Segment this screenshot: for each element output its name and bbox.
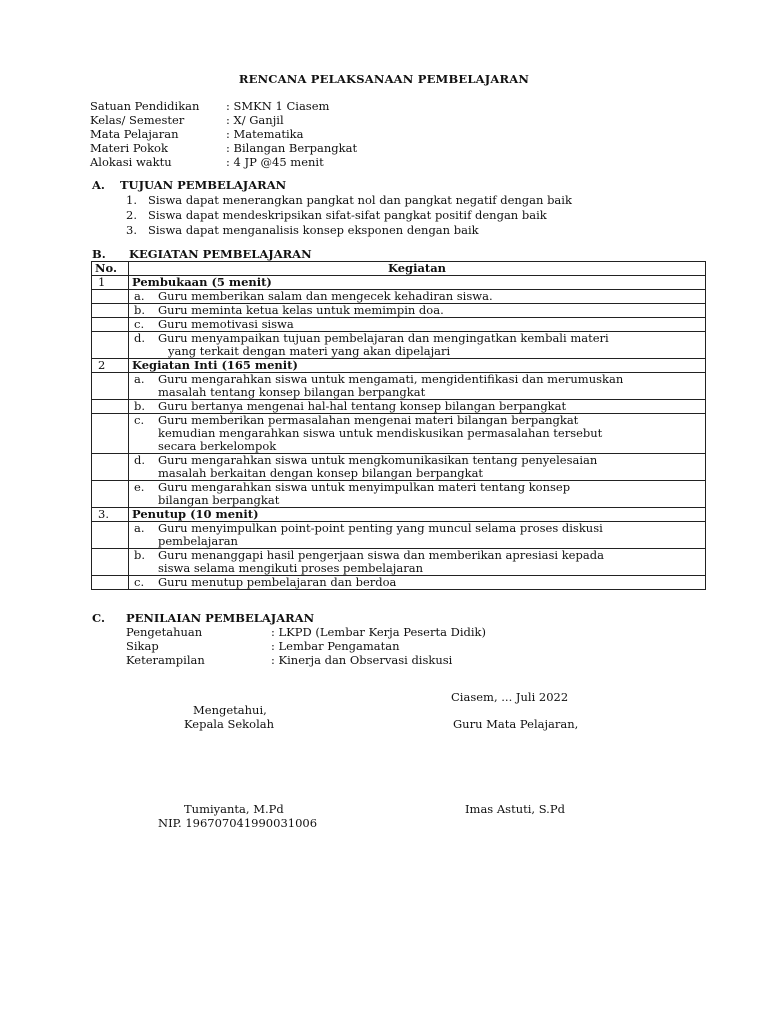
item-letter: c. xyxy=(134,317,145,331)
activity-text: secara berkelompok xyxy=(158,439,277,453)
list-item xyxy=(126,223,572,238)
item-letter: e. xyxy=(134,480,145,494)
activity-text: pembelajaran xyxy=(158,534,238,548)
identity-row xyxy=(90,127,357,141)
table-row xyxy=(92,576,706,590)
activity-text: Guru memotivasi siswa xyxy=(158,317,294,331)
table-row xyxy=(92,549,706,576)
activity-text: Guru memberikan salam dan mengecek kehadiran siswa. xyxy=(158,289,493,303)
activity-text: yang terkait dengan materi yang akan dipelajari xyxy=(168,344,451,358)
identity-row xyxy=(90,155,357,169)
activity-cell xyxy=(129,373,706,400)
table-row xyxy=(92,508,706,522)
empty-cell xyxy=(92,373,129,400)
list-number: 2. xyxy=(126,208,137,222)
empty-cell xyxy=(92,400,129,414)
acknowledge-label: Mengetahui, xyxy=(193,703,267,717)
assessment-value: : LKPD (Lembar Kerja Peserta Didik) xyxy=(271,625,486,639)
assessment-row xyxy=(126,639,486,653)
activity-text: Guru bertanya mengenai hal-hal tentang konsep bilangan berpangkat xyxy=(158,399,567,413)
column-header-kegiatan: Kegiatan xyxy=(129,262,706,276)
table-row xyxy=(92,481,706,508)
empty-cell xyxy=(92,290,129,304)
section-b-heading xyxy=(92,247,312,261)
activity-cell xyxy=(129,481,706,508)
empty-cell xyxy=(92,318,129,332)
item-letter: a. xyxy=(134,289,145,303)
activity-text: kemudian mengarahkan siswa untuk mendiskusikan permasalahan tersebut xyxy=(158,426,603,440)
table-row xyxy=(92,332,706,359)
identity-row xyxy=(90,113,357,127)
row-number: 1 xyxy=(92,276,129,290)
list-item xyxy=(126,208,572,223)
section-title: KEGIATAN PEMBELAJARAN xyxy=(129,247,312,261)
identity-label: Mata Pelajaran xyxy=(90,127,179,141)
identity-label: Materi Pokok xyxy=(90,141,168,155)
activity-cell xyxy=(129,332,706,359)
activity-cell xyxy=(129,454,706,481)
section-number: B. xyxy=(92,247,106,261)
activities-table xyxy=(91,261,706,590)
identity-value: : 4 JP @45 menit xyxy=(226,155,324,169)
activity-text: masalah tentang konsep bilangan berpangkat xyxy=(158,385,426,399)
identity-value: : Matematika xyxy=(226,127,304,141)
activity-text: bilangan berpangkat xyxy=(158,493,280,507)
activity-cell xyxy=(129,290,706,304)
table-row xyxy=(92,373,706,400)
section-number: C. xyxy=(92,611,105,625)
item-letter: c. xyxy=(134,575,145,589)
list-text: Siswa dapat menerangkan pangkat nol dan pangkat negatif dengan baik xyxy=(148,193,572,207)
list-number: 3. xyxy=(126,223,137,237)
empty-cell xyxy=(92,549,129,576)
section-a-heading xyxy=(92,178,286,192)
list-item xyxy=(126,193,572,208)
identity-label: Satuan Pendidikan xyxy=(90,99,200,113)
activity-cell xyxy=(129,522,706,549)
activity-text: Guru menutup pembelajaran dan berdoa xyxy=(158,575,397,589)
section-number: A. xyxy=(92,178,105,192)
table-row xyxy=(92,414,706,454)
teacher-role: Guru Mata Pelajaran, xyxy=(453,717,579,731)
activity-text: masalah berkaitan dengan konsep bilangan berpangkat xyxy=(158,466,484,480)
table-row xyxy=(92,359,706,373)
assessment-value: : Kinerja dan Observasi diskusi xyxy=(271,653,453,667)
assessment-label: Sikap xyxy=(126,639,159,653)
assessment-block xyxy=(126,625,486,667)
identity-row xyxy=(90,99,357,113)
activity-cell xyxy=(129,414,706,454)
identity-value: : SMKN 1 Ciasem xyxy=(226,99,330,113)
goals-list xyxy=(126,193,572,238)
section-title: TUJUAN PEMBELAJARAN xyxy=(120,178,287,192)
activity-cell xyxy=(129,549,706,576)
table-row xyxy=(92,318,706,332)
activity-text: siswa selama mengikuti proses pembelajaran xyxy=(158,561,423,575)
activity-cell xyxy=(129,318,706,332)
table-row xyxy=(92,522,706,549)
item-letter: b. xyxy=(134,303,146,317)
empty-cell xyxy=(92,304,129,318)
identity-row xyxy=(90,141,357,155)
activity-text: Guru memberikan permasalahan mengenai materi bilangan berpangkat xyxy=(158,413,579,427)
empty-cell xyxy=(92,454,129,481)
assessment-row xyxy=(126,625,486,639)
assessment-label: Pengetahuan xyxy=(126,625,203,639)
empty-cell xyxy=(92,332,129,359)
activity-text: Guru mengarahkan siswa untuk mengamati, mengidentifikasi dan merumuskan xyxy=(158,372,624,386)
group-heading: Pembukaan (5 menit) xyxy=(129,276,706,290)
table-row xyxy=(92,276,706,290)
activity-text: Guru menyimpulkan point-point penting yang muncul selama proses diskusi xyxy=(158,521,603,535)
empty-cell xyxy=(92,481,129,508)
table-row xyxy=(92,304,706,318)
table-row xyxy=(92,400,706,414)
activity-cell xyxy=(129,576,706,590)
assessment-row xyxy=(126,653,486,667)
activity-text: Guru menanggapi hasil pengerjaan siswa dan memberikan apresiasi kepada xyxy=(158,548,604,562)
table-row xyxy=(92,290,706,304)
activity-cell xyxy=(129,400,706,414)
group-heading: Kegiatan Inti (165 menit) xyxy=(129,359,706,373)
identity-block xyxy=(90,99,357,169)
item-letter: b. xyxy=(134,548,146,562)
group-heading: Penutup (10 menit) xyxy=(129,508,706,522)
item-letter: d. xyxy=(134,331,146,345)
assessment-value: : Lembar Pengamatan xyxy=(271,639,400,653)
list-text: Siswa dapat menganalisis konsep eksponen dengan baik xyxy=(148,223,479,237)
identity-value: : Bilangan Berpangkat xyxy=(226,141,358,155)
table-header-row xyxy=(92,262,706,276)
item-letter: c. xyxy=(134,413,145,427)
assessment-label: Keterampilan xyxy=(126,653,205,667)
activity-text: Guru menyampaikan tujuan pembelajaran dan mengingatkan kembali materi xyxy=(158,331,609,345)
identity-value: : X/ Ganjil xyxy=(226,113,284,127)
empty-cell xyxy=(92,576,129,590)
activity-text: Guru meminta ketua kelas untuk memimpin doa. xyxy=(158,303,444,317)
table-row xyxy=(92,454,706,481)
item-letter: b. xyxy=(134,399,146,413)
section-c-heading xyxy=(92,611,314,625)
principal-name: Tumiyanta, M.Pd xyxy=(184,802,284,816)
item-letter: a. xyxy=(134,521,145,535)
activity-text: Guru mengarahkan siswa untuk mengkomunikasikan tentang penyelesaian xyxy=(158,453,598,467)
item-letter: d. xyxy=(134,453,146,467)
empty-cell xyxy=(92,414,129,454)
principal-role: Kepala Sekolah xyxy=(184,717,275,731)
list-text: Siswa dapat mendeskripsikan sifat-sifat pangkat positif dengan baik xyxy=(148,208,547,222)
identity-label: Kelas/ Semester xyxy=(90,113,185,127)
identity-label: Alokasi waktu xyxy=(90,155,172,169)
teacher-name: Imas Astuti, S.Pd xyxy=(465,802,565,816)
activity-cell xyxy=(129,304,706,318)
column-header-no: No. xyxy=(92,262,129,276)
empty-cell xyxy=(92,522,129,549)
list-number: 1. xyxy=(126,193,137,207)
document-title: RENCANA PELAKSANAAN PEMBELAJARAN xyxy=(238,72,530,86)
row-number: 3. xyxy=(92,508,129,522)
principal-nip: NIP. 196707041990031006 xyxy=(158,816,318,830)
row-number: 2 xyxy=(92,359,129,373)
item-letter: a. xyxy=(134,372,145,386)
activity-text: Guru mengarahkan siswa untuk menyimpulkan materi tentang konsep xyxy=(158,480,571,494)
place-date: Ciasem, ... Juli 2022 xyxy=(451,690,569,704)
section-title: PENILAIAN PEMBELAJARAN xyxy=(126,611,315,625)
